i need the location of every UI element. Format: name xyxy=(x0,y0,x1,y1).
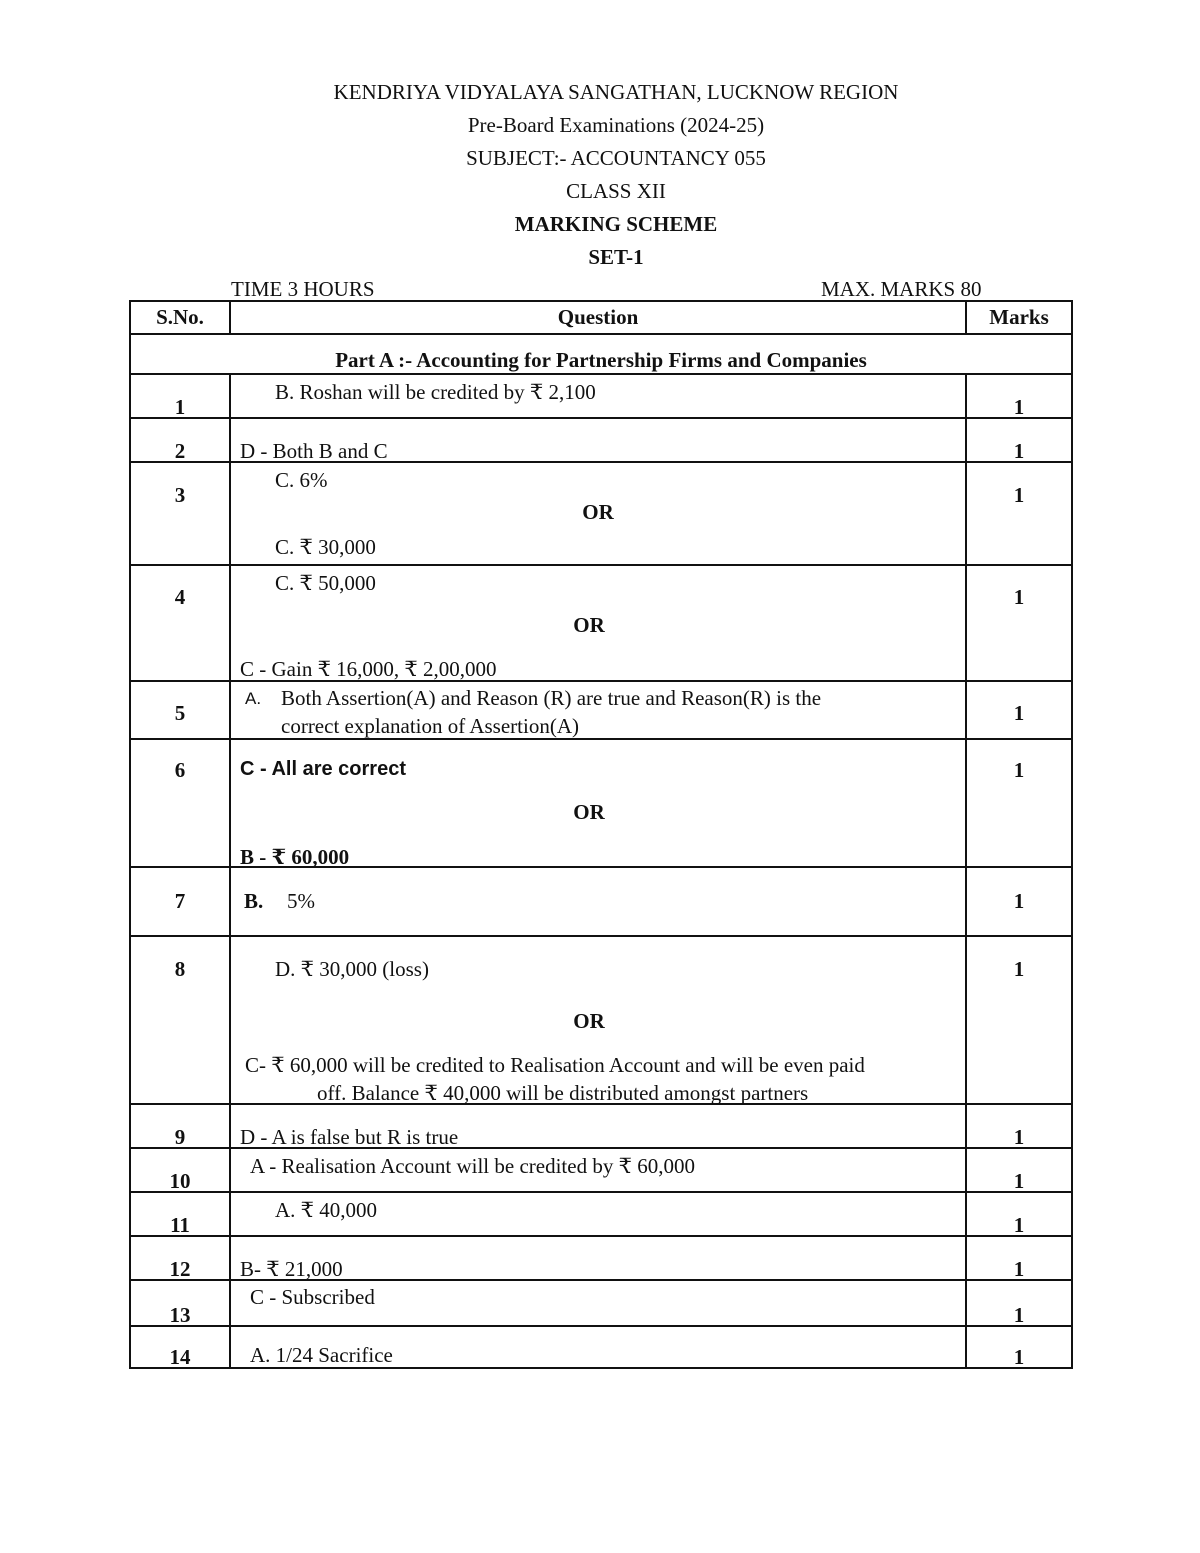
row-answer-label: A. xyxy=(245,689,262,708)
row-sno: 13 xyxy=(169,1303,191,1327)
row-marks: 1 xyxy=(1013,758,1025,782)
row-answer-alternative: B - ₹ 60,000 xyxy=(240,845,350,869)
marking-scheme-table xyxy=(129,300,1073,1369)
row-answer-option: C - All are correct xyxy=(240,758,406,780)
row-answer-alternative-line2: off. Balance ₹ 40,000 will be distributed amongst partners xyxy=(317,1081,809,1105)
header-class: CLASS XII xyxy=(566,179,666,203)
row-answer: B- ₹ 21,000 xyxy=(240,1257,343,1281)
table-row xyxy=(130,1280,1072,1326)
row-answer: 5% xyxy=(287,889,315,913)
row-sno: 2 xyxy=(174,439,186,463)
max-marks-label: MAX. MARKS 80 xyxy=(821,277,982,301)
table-row xyxy=(130,374,1072,418)
or-separator: OR xyxy=(573,1009,605,1033)
table-row xyxy=(130,936,1072,1104)
row-marks: 1 xyxy=(1013,1169,1025,1193)
row-answer: D - A is false but R is true xyxy=(240,1125,459,1149)
row-marks: 1 xyxy=(1013,1257,1025,1281)
table-row xyxy=(130,1148,1072,1192)
row-answer: A. ₹ 40,000 xyxy=(275,1198,378,1222)
row-marks: 1 xyxy=(1013,1125,1025,1149)
row-answer: C - Subscribed xyxy=(250,1285,375,1309)
row-sno: 6 xyxy=(174,758,186,782)
row-answer-label: B. xyxy=(244,889,264,913)
row-answer-alternative: C. ₹ 30,000 xyxy=(275,535,376,559)
table-row xyxy=(130,418,1072,462)
row-answer-line2: correct explanation of Assertion(A) xyxy=(281,714,579,738)
row-sno: 4 xyxy=(174,585,186,609)
header-organization: KENDRIYA VIDYALAYA SANGATHAN, LUCKNOW REGION xyxy=(333,80,899,104)
or-separator: OR xyxy=(573,613,605,637)
row-marks: 1 xyxy=(1013,889,1025,913)
row-answer-option: C. 6% xyxy=(275,468,328,492)
row-sno: 3 xyxy=(174,483,186,507)
header-subject: SUBJECT:- ACCOUNTANCY 055 xyxy=(466,146,766,170)
row-answer-alternative-line1: C- ₹ 60,000 will be credited to Realisation Account and will be even paid xyxy=(245,1053,865,1077)
header-marking-scheme: MARKING SCHEME xyxy=(514,212,718,236)
header-exam: Pre-Board Examinations (2024-25) xyxy=(467,113,765,137)
row-sno: 7 xyxy=(174,889,186,913)
table-row xyxy=(130,681,1072,739)
col-question-header: Question xyxy=(230,301,966,334)
row-sno: 1 xyxy=(174,395,186,419)
col-sno-header: S.No. xyxy=(130,301,230,334)
or-separator: OR xyxy=(582,500,614,524)
row-answer: A. 1/24 Sacrifice xyxy=(250,1343,393,1367)
row-marks: 1 xyxy=(1013,957,1025,981)
row-marks: 1 xyxy=(1013,585,1025,609)
row-sno: 11 xyxy=(170,1213,190,1237)
row-sno: 8 xyxy=(174,957,186,981)
row-marks: 1 xyxy=(1013,1345,1025,1369)
row-marks: 1 xyxy=(1013,1303,1025,1327)
row-answer-alternative: C - Gain ₹ 16,000, ₹ 2,00,000 xyxy=(240,657,497,681)
col-marks-header: Marks xyxy=(966,301,1072,334)
row-answer: A - Realisation Account will be credited by ₹ 60,000 xyxy=(250,1154,695,1178)
row-marks: 1 xyxy=(1013,1213,1025,1237)
row-answer: B. Roshan will be credited by ₹ 2,100 xyxy=(275,380,596,404)
or-separator: OR xyxy=(573,800,605,824)
row-answer: D - Both B and C xyxy=(240,439,388,463)
row-sno: 12 xyxy=(169,1257,191,1281)
table-row xyxy=(130,1192,1072,1236)
row-answer-option: C. ₹ 50,000 xyxy=(275,571,376,595)
part-a-row xyxy=(130,334,1072,374)
time-label: TIME 3 HOURS xyxy=(231,277,375,301)
row-marks: 1 xyxy=(1013,439,1025,463)
row-sno: 14 xyxy=(169,1345,191,1369)
row-sno: 10 xyxy=(169,1169,191,1193)
row-answer-option: D. ₹ 30,000 (loss) xyxy=(275,957,429,981)
row-marks: 1 xyxy=(1013,701,1025,725)
table-row xyxy=(130,1326,1072,1368)
row-marks: 1 xyxy=(1013,395,1025,419)
table-row xyxy=(130,739,1072,867)
table-row xyxy=(130,867,1072,936)
table-row xyxy=(130,462,1072,565)
row-marks: 1 xyxy=(1013,483,1025,507)
table-row xyxy=(130,1236,1072,1280)
header-set: SET-1 xyxy=(588,245,644,269)
table-header-row xyxy=(130,301,1072,334)
row-sno: 9 xyxy=(174,1125,186,1149)
row-answer-line1: Both Assertion(A) and Reason (R) are true and Reason(R) is the xyxy=(281,686,822,710)
table-row xyxy=(130,1104,1072,1148)
part-a-title: Part A :- Accounting for Partnership Firms and Companies xyxy=(130,334,1072,374)
row-sno: 5 xyxy=(174,701,186,725)
table-row xyxy=(130,565,1072,681)
